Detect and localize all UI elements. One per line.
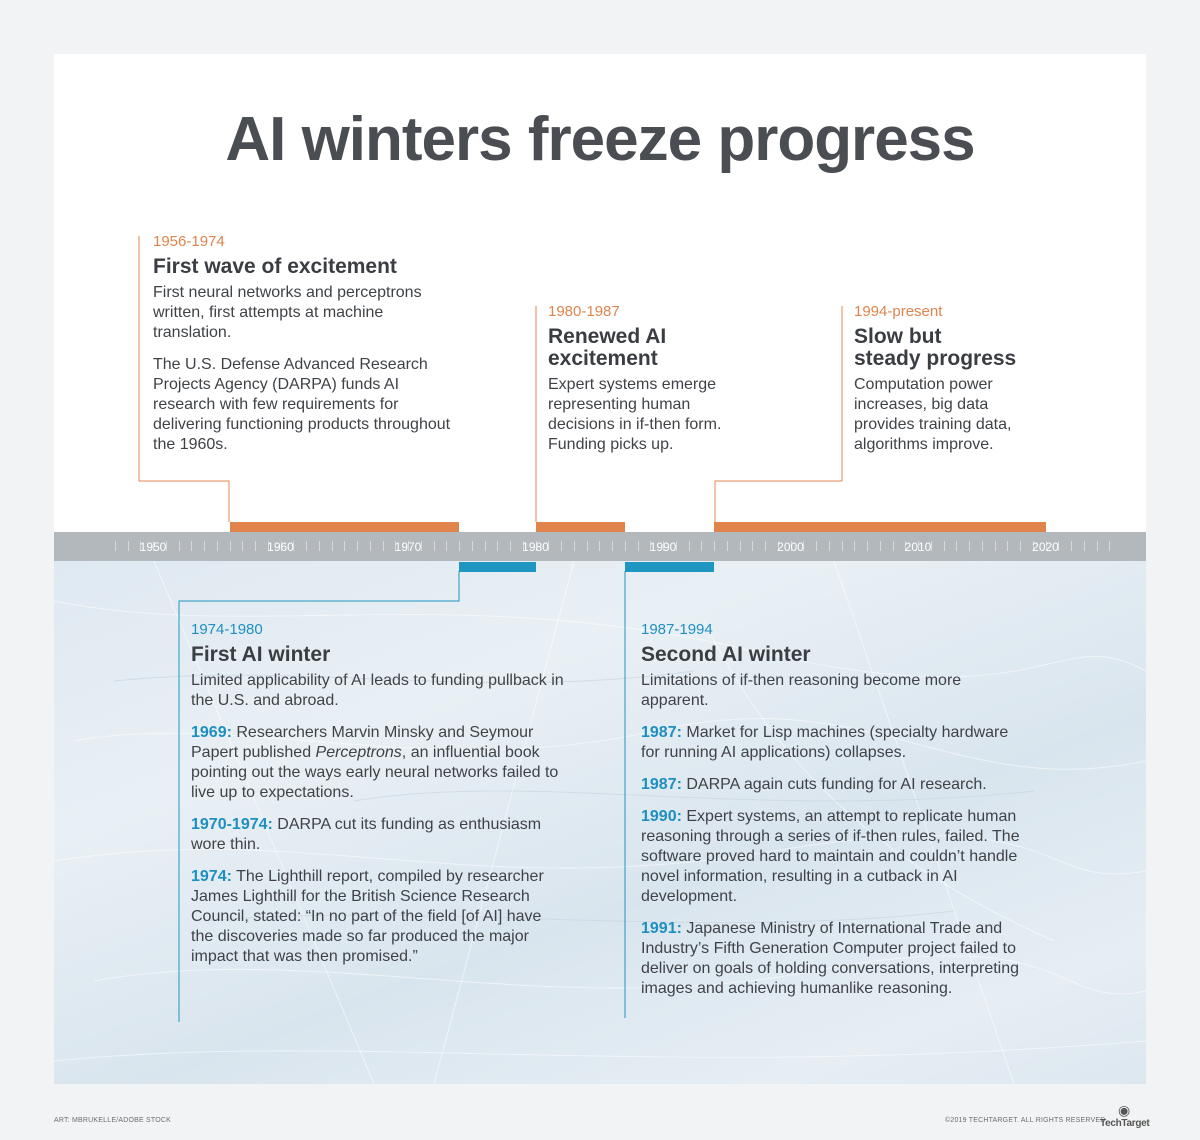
art-credit: ART: MBRUKELLE/ADOBE STOCK xyxy=(54,1117,171,1124)
event-text: DARPA cut its funding as enthusiasm wore thin. xyxy=(191,816,542,853)
copyright: ©2019 TECHTARGET. ALL RIGHTS RESERVED xyxy=(945,1117,1106,1124)
era-paragraph: Expert systems emerge representing human decisions in if-then form. Funding picks up. xyxy=(548,376,722,453)
era-years: 1994-present xyxy=(854,303,943,320)
event-item xyxy=(191,723,566,803)
era-slow-progress xyxy=(854,303,1049,455)
era-heading-line2: steady progress xyxy=(854,347,1017,370)
axis-year-label: 2020 xyxy=(1032,540,1059,554)
axis-year-label: 2000 xyxy=(777,540,804,554)
techtarget-logo: TechTarget xyxy=(1100,1118,1150,1129)
event-item xyxy=(641,919,1026,999)
event-label: 1990: xyxy=(641,808,682,825)
era-intro: Limitations of if-then reasoning become more apparent. xyxy=(641,672,962,709)
era-renewed-excitement xyxy=(548,303,758,455)
era-heading-line1: Renewed AI xyxy=(548,325,667,348)
event-text: Researchers Marvin Minsky and Seymour Papert published xyxy=(191,724,534,761)
event-label: 1991: xyxy=(641,920,682,937)
event-label: 1987: xyxy=(641,724,682,741)
event-item xyxy=(641,807,1026,907)
era-first-wave xyxy=(153,233,463,455)
era-heading: First AI winter xyxy=(191,643,331,666)
event-text-after: , an influential book pointing out the ways early neural networks failed to live up to expectations. xyxy=(191,744,559,801)
era-heading: First wave of excitement xyxy=(153,255,397,278)
event-item xyxy=(191,815,566,855)
event-label: 1970-1974: xyxy=(191,816,273,833)
era-paragraph: Computation power increases, big data provides training data, algorithms improve. xyxy=(854,376,1012,453)
era-heading-line2: excitement xyxy=(548,347,658,370)
event-text: The Lighthill report, compiled by researcher James Lighthill for the British Science Research Council, stated: “In no part of the field [of AI] have the discoveries made so far produced the major impact that was then promised.” xyxy=(191,868,544,965)
era-first-winter xyxy=(191,621,566,967)
event-text: DARPA again cuts funding for AI research. xyxy=(681,776,987,793)
era-years: 1956-1974 xyxy=(153,233,225,250)
era-intro: Limited applicability of AI leads to funding pullback in the U.S. and abroad. xyxy=(191,672,564,709)
event-italic: Perceptrons xyxy=(315,744,402,761)
event-text: Market for Lisp machines (specialty hardware for running AI applications) collapses. xyxy=(641,724,1009,761)
event-label: 1987: xyxy=(641,776,682,793)
axis-year-label: 1960 xyxy=(267,540,294,554)
era-heading-line1: Slow but xyxy=(854,325,942,348)
axis-year-label: 1990 xyxy=(649,540,677,554)
era-heading: Second AI winter xyxy=(641,643,811,666)
axis-year-label: 1980 xyxy=(522,540,549,554)
event-item xyxy=(641,723,1026,763)
axis-year-label: 1950 xyxy=(139,540,167,554)
era-paragraph: First neural networks and perceptrons written, first attempts at machine translation. xyxy=(153,284,422,341)
era-years: 1987-1994 xyxy=(641,621,713,638)
axis-year-label: 2010 xyxy=(904,540,932,554)
event-text: Expert systems, an attempt to replicate human reasoning through a series of if-then rules, failed. The software proved hard to maintain and couldn’t handle novel information, resulting in a cutback in AI development. xyxy=(641,808,1020,905)
era-years: 1974-1980 xyxy=(191,621,263,638)
era-paragraph: The U.S. Defense Advanced Research Projects Agency (DARPA) funds AI research with few requirements for delivering functioning products throughout the 1960s. xyxy=(153,356,451,453)
event-item xyxy=(191,867,566,967)
event-label: 1969: xyxy=(191,724,232,741)
era-second-winter xyxy=(641,621,1026,999)
page-title: AI winters freeze progress xyxy=(225,105,975,174)
techtarget-eye-icon: ◉ xyxy=(1118,1102,1131,1118)
event-label: 1974: xyxy=(191,868,232,885)
axis-year-label: 1970 xyxy=(394,540,422,554)
era-years: 1980-1987 xyxy=(548,303,620,320)
event-item xyxy=(641,775,1026,795)
event-text: Japanese Ministry of International Trade and Industry’s Fifth Generation Computer project failed to deliver on goals of holding conversations, interpreting images and achieving humanlike reasoning. xyxy=(641,920,1020,997)
